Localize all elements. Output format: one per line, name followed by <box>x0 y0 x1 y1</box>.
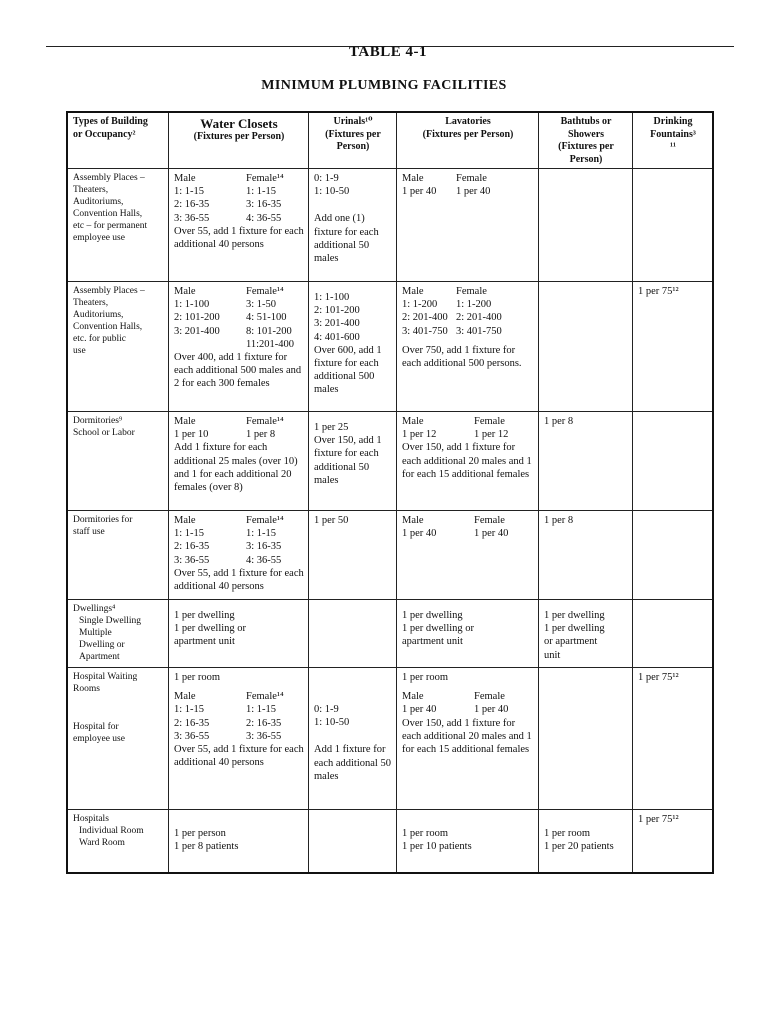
water-closets-cell: Male Female¹⁴ 1 per 10 1 per 8 Add 1 fixture for each additional 25 males (over 10) and 1 for each additional 20 females (over 8) <box>169 412 309 510</box>
lavatories-cell: Male Female 1: 1-200 1: 1-200 2: 201-400 2: 201-400 3: 401-750 3: 401-750 Over 750, add 1 fixture for each additional 500 persons. <box>397 282 539 411</box>
table-row <box>68 600 712 668</box>
table-row <box>68 412 712 511</box>
bathtubs-cell: 1 per dwelling 1 per dwelling or apartment unit <box>539 600 633 667</box>
table-row <box>68 511 712 600</box>
fountains-cell: 1 per 75¹² <box>638 286 679 297</box>
fountains-cell <box>633 511 712 599</box>
bathtubs-cell <box>539 668 633 809</box>
urinals-cell: 1 per 25 Over 150, add 1 fixture for each additional 50 males <box>309 412 397 510</box>
bathtubs-cell <box>539 282 633 411</box>
fountains-cell <box>633 169 712 281</box>
water-closets-cell: Male Female¹⁴ 1: 1-15 1: 1-15 2: 16-35 3: 16-35 3: 36-55 4: 36-55 Over 55, add 1 fixture for each additional 40 persons <box>169 511 309 599</box>
header-urinals: Urinals¹⁰ (Fixtures per Person) <box>309 113 397 168</box>
header-row <box>68 113 712 169</box>
lavatories-cell: 1 per room 1 per 10 patients <box>397 810 539 872</box>
bathtubs-cell: 1 per room 1 per 20 patients <box>539 810 633 872</box>
fountains-cell <box>633 600 712 667</box>
water-closets-cell: Male Female¹⁴ 1: 1-15 1: 1-15 2: 16-35 3: 16-35 3: 36-55 4: 36-55 Over 55, add 1 fixture for each additional 40 persons <box>169 169 309 281</box>
table-title: MINIMUM PLUMBING FACILITIES <box>261 78 507 93</box>
fountains-cell <box>633 412 712 510</box>
bathtubs-cell <box>539 169 633 281</box>
lavatories-cell: Male Female 1 per 40 1 per 40 <box>397 511 539 599</box>
table-row <box>68 810 712 872</box>
water-closets-cell: Male Female¹⁴ 1: 1-100 3: 1-50 2: 101-200 4: 51-100 3: 201-400 8: 101-200 11:201-400 Over 400, add 1 fixture for each additional 500 males and 2 for each 300 females <box>169 282 309 411</box>
occupancy-cell: Dwellings⁴ Single Dwelling Multiple Dwelling or Apartment <box>68 600 169 667</box>
table-row <box>68 668 712 810</box>
occupancy-cell: Assembly Places – Theaters, Auditoriums, Convention Halls, etc – for permanent employee use <box>68 169 169 281</box>
fountains-cell: 1 per 75¹² <box>638 814 679 825</box>
fountains-cell: 1 per 75¹² <box>638 672 679 683</box>
lavatories-cell: Male Female 1 per 40 1 per 40 <box>397 169 539 281</box>
water-closets-cell: 1 per room Male Female¹⁴ 1: 1-15 1: 1-15 2: 16-35 2: 16-35 3: 36-55 3: 36-55 Over 55, add 1 fixture for each additional 40 persons <box>169 668 309 809</box>
urinals-cell <box>309 600 397 667</box>
urinals-cell: 0: 1-9 1: 10-50 Add 1 fixture for each additional 50 males <box>309 668 397 809</box>
lavatories-cell: 1 per room Male Female 1 per 40 1 per 40 Over 150, add 1 fixture for each additional 20 males and 1 for each 15 additional females <box>397 668 539 809</box>
header-occupancy: Types of Building or Occupancy² <box>68 113 169 168</box>
table-number: TABLE 4-1 <box>349 44 427 60</box>
occupancy-cell: Assembly Places – Theaters, Auditoriums, Convention Halls, etc. for public use <box>68 282 169 411</box>
water-closets-cell: 1 per person 1 per 8 patients <box>169 810 309 872</box>
urinals-cell: 1 per 50 <box>309 511 397 599</box>
bathtubs-cell: 1 per 8 <box>539 511 633 599</box>
header-lavatories: Lavatories (Fixtures per Person) <box>397 113 539 168</box>
occupancy-cell: Dormitories for staff use <box>68 511 169 599</box>
occupancy-cell: Hospital Waiting Rooms Hospital for employee use <box>68 668 169 809</box>
urinals-cell: 1: 1-100 2: 101-200 3: 201-400 4: 401-600 Over 600, add 1 fixture for each additional 500 males <box>309 282 397 411</box>
lavatories-cell: Male Female 1 per 12 1 per 12 Over 150, add 1 fixture for each additional 20 males and 1 for each 15 additional females <box>397 412 539 510</box>
occupancy-cell: Dormitories⁹ School or Labor <box>68 412 169 510</box>
header-bathtubs: Bathtubs or Showers (Fixtures per Person) <box>539 113 633 168</box>
water-closets-cell: 1 per dwelling 1 per dwelling or apartment unit <box>169 600 309 667</box>
urinals-cell <box>309 810 397 872</box>
urinals-cell: 0: 1-9 1: 10-50 Add one (1) fixture for each additional 50 males <box>309 169 397 281</box>
table-row <box>68 169 712 282</box>
occupancy-cell: Hospitals Individual Room Ward Room <box>68 810 169 872</box>
header-water-closets: Water Closets (Fixtures per Person) <box>169 113 309 168</box>
lavatories-cell: 1 per dwelling 1 per dwelling or apartment unit <box>397 600 539 667</box>
header-fountains: Drinking Fountains³ ¹¹ <box>650 116 696 152</box>
table-row <box>68 282 712 412</box>
plumbing-table <box>66 111 714 874</box>
bathtubs-cell: 1 per 8 <box>539 412 633 510</box>
